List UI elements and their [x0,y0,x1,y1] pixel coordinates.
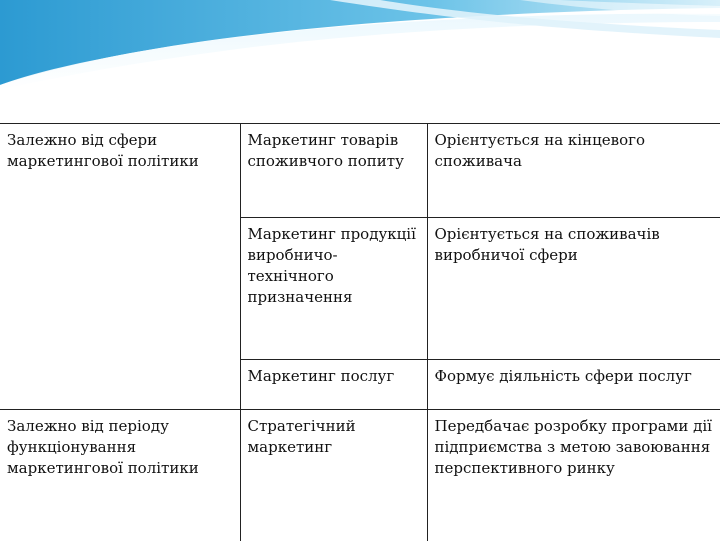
description-cell: Передбачає розробку програми дії підприємства з метою завоювання перспективного ринку [427,410,720,541]
decorative-wave-banner [0,0,720,90]
marketing-type-cell: Маркетинг продукції виробничо-технічного призначення [240,218,427,360]
description-cell: Орієнтується на кінцевого споживача [427,124,720,218]
marketing-type-cell: Маркетинг товарів споживчого попиту [240,124,427,218]
criterion-cell: Залежно від сфери маркетингової політики [0,124,240,410]
table-row [0,410,720,541]
marketing-types-table [0,123,720,541]
description-cell: Орієнтується на споживачів виробничої сфери [427,218,720,360]
description-cell: Формує діяльність сфери послуг [427,360,720,410]
marketing-type-cell: Стратегічний маркетинг [240,410,427,541]
marketing-type-cell: Маркетинг послуг [240,360,427,410]
table-row [0,124,720,218]
criterion-cell: Залежно від періоду функціонування маркетингової політики [0,410,240,541]
